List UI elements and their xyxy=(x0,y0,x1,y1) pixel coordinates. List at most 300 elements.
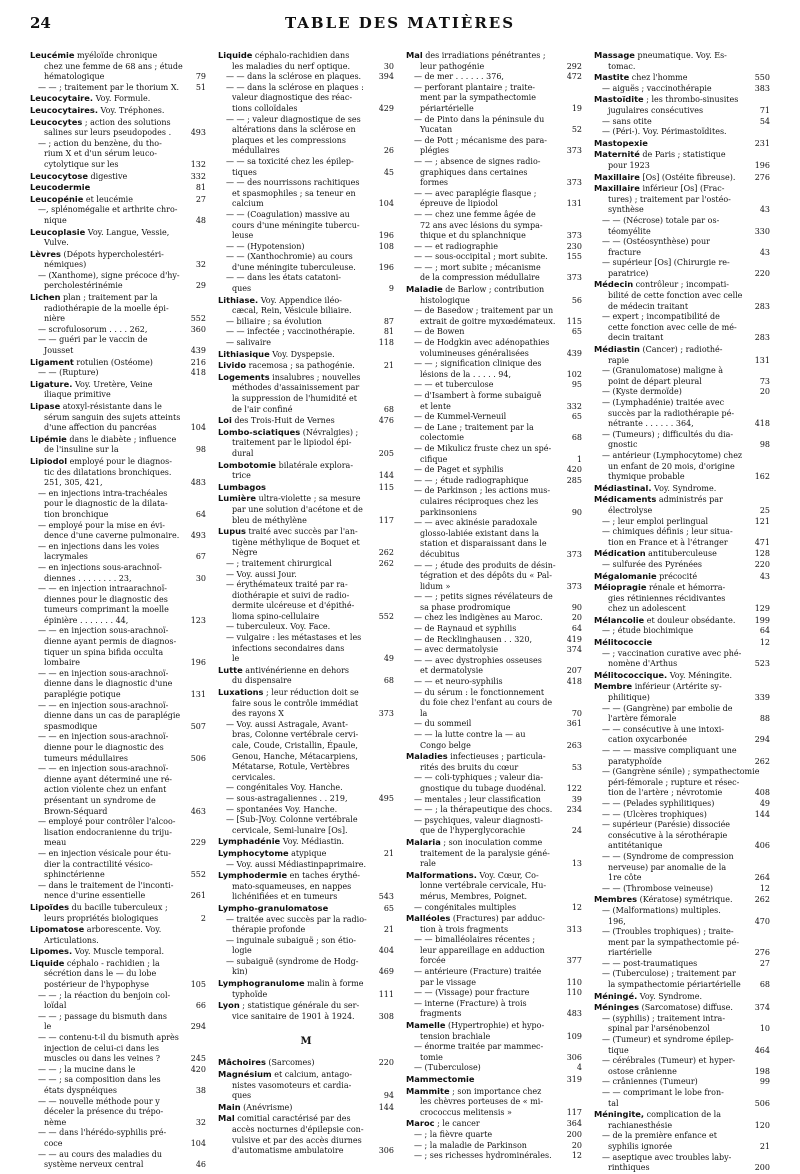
index-entry xyxy=(594,615,770,627)
index-entry xyxy=(594,938,770,949)
entry-text xyxy=(30,335,204,346)
entry-text xyxy=(594,419,753,430)
entry-page-ref: 122 xyxy=(566,783,582,793)
index-entry xyxy=(218,633,394,644)
index-entry xyxy=(30,50,206,62)
index-entry xyxy=(218,1136,394,1147)
entry-headword: Maxillaire xyxy=(594,171,640,182)
index-entry xyxy=(406,508,582,519)
index-entry xyxy=(406,402,582,413)
entry-description: dienne pour le diagnostic des xyxy=(44,743,164,752)
entry-headword: Liquide xyxy=(218,50,253,60)
entry-description: — (Tuberculose) ; traitement par xyxy=(602,969,736,979)
entry-description: bras, Colonne vertébrale cervi- xyxy=(232,730,359,740)
index-entry xyxy=(406,189,582,200)
index-entry xyxy=(30,445,206,456)
entry-text xyxy=(594,279,768,291)
index-entry xyxy=(30,423,206,434)
index-entry xyxy=(30,1086,206,1097)
entry-description: — — infectée ; vaccinothérapie. xyxy=(226,327,355,337)
entry-description: thymique probable xyxy=(608,472,685,482)
entry-headword: Malformations. xyxy=(406,869,477,880)
index-entry xyxy=(406,666,582,677)
entry-description: — aiguës ; vaccinothérapie xyxy=(602,83,712,93)
entry-text xyxy=(406,1108,565,1119)
entry-page-ref: 394 xyxy=(378,72,394,82)
entry-text xyxy=(594,161,753,172)
entry-description: — — ; passage du bismuth dans xyxy=(38,1011,167,1021)
index-entry xyxy=(218,936,394,947)
index-entry xyxy=(218,1113,394,1125)
entry-text xyxy=(30,149,204,160)
entry-description: tures) ; traitement par l'ostéo- xyxy=(608,194,731,204)
entry-page-ref: 20 xyxy=(571,613,582,623)
index-entry xyxy=(406,83,582,94)
index-entry xyxy=(406,327,582,338)
entry-text xyxy=(406,284,580,296)
entry-description: Voy. Dyspepsie. xyxy=(269,349,335,359)
index-entry xyxy=(30,828,206,839)
index-entry xyxy=(594,582,770,594)
entry-text xyxy=(30,304,204,315)
entry-text xyxy=(218,221,392,232)
entry-description: vice sanitaire de 1901 à 1924. xyxy=(232,1011,355,1021)
index-entry xyxy=(406,444,582,455)
entry-text xyxy=(406,582,565,593)
entry-text xyxy=(218,317,382,328)
entry-description: racemosa ; sa pathogénie. xyxy=(246,361,355,371)
entry-description: — — ; petits signes révélateurs de xyxy=(414,592,553,602)
entry-description: salines sur leurs pseudopodes . xyxy=(44,128,172,138)
entry-description: — traitée avec succès par la radio- xyxy=(226,914,367,924)
entry-page-ref: 110 xyxy=(566,977,582,987)
entry-page-ref: 439 xyxy=(190,346,206,356)
entry-page-ref: 29 xyxy=(195,281,206,291)
index-entry xyxy=(218,570,394,581)
entry-headword: Mal xyxy=(406,50,423,60)
entry-description: — d'Isambert à forme subaiguë xyxy=(414,391,542,400)
entry-description: — en injections sous-arachnoï- xyxy=(38,562,162,572)
entry-text xyxy=(406,870,580,882)
entry-description: Jousset xyxy=(44,346,74,356)
index-entry xyxy=(218,136,394,147)
entry-text xyxy=(30,1150,204,1161)
entry-text xyxy=(406,221,580,232)
index-entry xyxy=(30,870,206,881)
entry-page-ref: 10 xyxy=(759,1024,770,1034)
entry-text xyxy=(218,83,392,94)
entry-headword: Logements xyxy=(218,371,270,382)
entry-headword: Mamelle xyxy=(406,1020,446,1031)
entry-page-ref: 261 xyxy=(190,891,206,901)
entry-page-ref: 90 xyxy=(571,602,582,612)
entry-headword: Méninges xyxy=(594,1002,640,1013)
page-header xyxy=(30,14,770,38)
entry-description: — scrofulosorum . . . . 262, xyxy=(38,324,148,334)
entry-description: — salivaire xyxy=(226,338,271,348)
index-entry xyxy=(406,296,582,307)
index-entry xyxy=(406,656,582,667)
index-entry xyxy=(218,471,394,482)
entry-page-ref: 27 xyxy=(759,958,770,968)
entry-page-ref: 45 xyxy=(383,167,394,177)
entry-page-ref: 196 xyxy=(378,231,394,241)
index-entry xyxy=(30,304,206,315)
index-entry xyxy=(30,1065,206,1076)
index-entry xyxy=(594,205,770,216)
entry-page-ref: 13 xyxy=(571,859,582,869)
index-entry xyxy=(594,356,770,367)
index-entry xyxy=(30,891,206,902)
entry-description: — — ; la thérapeutique des chocs. xyxy=(414,805,553,815)
entry-text xyxy=(30,390,204,401)
entry-description: — — ; étude radiographique xyxy=(414,475,529,485)
entry-page-ref: 105 xyxy=(190,980,206,990)
entry-text xyxy=(406,1074,565,1086)
index-entry xyxy=(218,783,394,794)
entry-text xyxy=(406,988,565,999)
entry-text xyxy=(594,183,768,195)
entry-description: Brown-Séquard xyxy=(44,806,108,816)
entry-description: — ; action du benzène, du tho- xyxy=(38,138,162,148)
entry-text xyxy=(594,1131,768,1142)
entry-text xyxy=(30,542,204,553)
entry-description: chez une femme de 68 ans ; étude xyxy=(44,61,183,71)
entry-page-ref: 43 xyxy=(759,571,770,581)
entry-headword: Lymphadénie xyxy=(218,836,281,847)
entry-description: — du sérum : le fonctionnement xyxy=(414,687,545,697)
entry-text xyxy=(218,676,382,687)
index-entry xyxy=(406,476,582,487)
entry-description: Congo belge xyxy=(420,740,471,750)
entry-description: contrôleur ; incompati- xyxy=(633,280,729,290)
entry-description: — antérieure (Fracture) traitée xyxy=(414,967,542,977)
entry-text xyxy=(406,859,570,870)
index-entry xyxy=(594,409,770,420)
index-entry xyxy=(218,752,394,763)
entry-page-ref: 111 xyxy=(378,989,394,999)
entry-text xyxy=(30,1075,204,1086)
entry-headword: Lymphogranulome xyxy=(218,978,305,989)
index-entry xyxy=(218,526,394,538)
entry-description: — — ; la mucine dans le xyxy=(38,1064,136,1074)
entry-text xyxy=(30,346,189,357)
index-entry xyxy=(594,377,770,388)
entry-page-ref: 420 xyxy=(190,1064,206,1074)
entry-headword: Médecin xyxy=(594,279,634,290)
index-entry xyxy=(218,967,394,978)
entry-text xyxy=(30,1054,189,1065)
entry-text xyxy=(594,670,768,682)
entry-description: — (Lymphadénie) traitée avec xyxy=(602,398,725,407)
entry-description: d'automatisme ambulatoire xyxy=(232,1146,344,1156)
entry-page-ref: 123 xyxy=(190,615,206,625)
entry-text xyxy=(30,456,204,468)
entry-text xyxy=(406,826,570,837)
entry-description: péri-fémorale ; rupture et résec- xyxy=(608,777,740,787)
entry-description: leurs propriétés biologiques xyxy=(44,913,159,923)
entry-description: colectomie xyxy=(420,433,464,443)
entry-description: postérieur de l'hypophyse xyxy=(44,980,150,990)
entry-text xyxy=(594,1046,753,1057)
entry-page-ref: 121 xyxy=(754,516,770,526)
entry-description: loïdal xyxy=(44,1001,67,1011)
entry-description: du foie chez l'enfant au cours de xyxy=(420,698,553,708)
entry-description: — vulgaire : les métastases et les xyxy=(226,633,362,643)
entry-description: extrait de goitre myxœdémateux. xyxy=(420,316,556,326)
entry-text xyxy=(218,978,392,990)
entry-page-ref: 79 xyxy=(195,72,206,82)
entry-description: logie xyxy=(232,946,252,956)
entry-page-ref: 306 xyxy=(566,1052,582,1062)
entry-text xyxy=(406,327,570,338)
index-entry xyxy=(218,882,394,893)
entry-description: succès par la radiothérapie pé- xyxy=(608,408,735,418)
entry-text xyxy=(594,377,758,388)
index-entry xyxy=(30,139,206,150)
entry-description: dermite ulcéreuse et d'épithé- xyxy=(232,601,355,611)
entry-page-ref: 49 xyxy=(759,798,770,808)
index-entry xyxy=(30,1012,206,1023)
entry-headword: Lipomatose xyxy=(30,924,85,935)
entry-description: — — en injection sous-arachnoï- xyxy=(38,732,169,742)
entry-description: Nègre xyxy=(232,548,258,558)
entry-page-ref: 128 xyxy=(754,549,770,559)
entry-description: — ; leur emploi perlingual xyxy=(602,516,709,526)
index-entry xyxy=(594,183,770,195)
index-entry xyxy=(594,670,770,682)
index-entry xyxy=(594,757,770,768)
entry-description: atoxyl-résistante dans le xyxy=(60,402,162,411)
index-entry xyxy=(30,542,206,553)
index-entry xyxy=(30,468,206,479)
entry-page-ref: 118 xyxy=(378,338,394,348)
index-column-2 xyxy=(218,50,394,1156)
entry-description: céphalo - rachidien ; la xyxy=(64,958,160,968)
entry-text xyxy=(218,805,392,816)
entry-description: — — chez une femme âgée de xyxy=(414,209,536,219)
entry-text xyxy=(30,775,204,786)
index-entry xyxy=(406,635,582,646)
index-entry xyxy=(594,831,770,842)
entry-headword: Livido xyxy=(218,360,247,371)
entry-page-ref: 12 xyxy=(759,638,770,648)
entry-text xyxy=(218,773,392,784)
entry-description: cation oxycarbonée xyxy=(608,735,688,745)
entry-text xyxy=(594,195,768,206)
entry-text xyxy=(594,948,753,959)
entry-description: 251, 305, 421, xyxy=(44,478,103,488)
index-entry xyxy=(594,216,770,227)
entry-headword: Leucocytes xyxy=(30,116,83,127)
entry-page-ref: 374 xyxy=(754,1003,770,1013)
entry-description: — — en injection sous-arachnoï- xyxy=(38,668,169,678)
index-entry xyxy=(218,1146,394,1157)
entry-headword: Mégalomanie xyxy=(594,570,657,581)
index-entry xyxy=(218,295,394,307)
entry-text xyxy=(30,445,194,456)
entry-page-ref: 21 xyxy=(759,1141,770,1151)
entry-description: diennes pour le diagnostic des xyxy=(44,594,168,604)
index-entry xyxy=(218,157,394,168)
index-entry xyxy=(594,767,770,778)
entry-description: traitement de la paralysie géné- xyxy=(420,848,550,858)
entry-text xyxy=(406,296,570,307)
entry-text xyxy=(30,1097,204,1108)
entry-text xyxy=(218,559,377,570)
entry-description: malin à forme xyxy=(304,979,364,989)
entry-description: un enfant de 20 mois, d'origine xyxy=(608,461,735,471)
entry-page-ref: 373 xyxy=(566,273,582,283)
index-entry xyxy=(594,873,770,884)
entry-headword: Maxillaire xyxy=(594,183,640,194)
index-entry xyxy=(406,1032,582,1043)
entry-description: spasmodique xyxy=(44,721,98,731)
index-entry xyxy=(594,725,770,736)
entry-text xyxy=(406,956,565,967)
index-entry xyxy=(218,860,394,871)
entry-text xyxy=(30,946,204,958)
entry-description: coce xyxy=(44,1138,63,1148)
entry-description: Voy. Appendice iléo- xyxy=(258,295,342,305)
index-entry xyxy=(594,50,770,62)
entry-page-ref: 98 xyxy=(759,440,770,450)
entry-text xyxy=(30,958,204,970)
entry-description: 72 ans avec lésions du sympa- xyxy=(420,220,543,230)
entry-description: (Névralgies) ; xyxy=(300,427,359,437)
entry-description: — en injections intra-trachéales xyxy=(38,488,168,498)
entry-text xyxy=(30,796,204,807)
entry-description: ; statistique générale du ser- xyxy=(239,1001,360,1011)
entry-description: Vulve. xyxy=(44,238,69,248)
entry-text xyxy=(30,105,204,117)
index-entry xyxy=(594,863,770,874)
entry-description: déceler la présence du trépo- xyxy=(44,1107,164,1117)
entry-description: — (Tumeurs) ; difficultés du dia- xyxy=(602,429,734,439)
entry-description: radiothérapie de la moelle épi- xyxy=(44,303,169,313)
entry-text xyxy=(594,571,758,583)
index-entry xyxy=(406,380,582,391)
entry-description: glosso-labiée existant dans la xyxy=(420,528,540,538)
entry-text xyxy=(30,238,204,249)
entry-text xyxy=(594,1109,768,1121)
entry-text xyxy=(406,518,580,529)
entry-text xyxy=(30,991,204,1002)
entry-description: — — — massive compliquant une xyxy=(602,746,737,755)
index-entry xyxy=(594,969,770,980)
index-entry xyxy=(218,720,394,731)
entry-text xyxy=(594,538,753,549)
index-entry xyxy=(30,510,206,521)
entry-description: et dermatolysie xyxy=(420,666,484,676)
entry-description: plan ; traitement par la xyxy=(60,293,158,303)
entry-headword: Massage xyxy=(594,50,635,60)
index-entry xyxy=(594,1163,770,1174)
index-entry xyxy=(406,486,582,497)
entry-text xyxy=(406,719,565,730)
entry-page-ref: 231 xyxy=(754,138,770,148)
entry-page-ref: 313 xyxy=(566,924,582,934)
entry-page-ref: 464 xyxy=(754,1045,770,1055)
index-entry xyxy=(218,349,394,361)
entry-description: — — guéri par le vaccin de xyxy=(38,335,148,345)
entry-headword: Maroc xyxy=(406,1118,435,1129)
index-entry xyxy=(594,366,770,377)
index-entry xyxy=(30,574,206,585)
entry-description: — — (Ostéosynthèse) pour xyxy=(602,237,710,247)
entry-text xyxy=(218,860,392,871)
index-entry xyxy=(30,292,206,304)
entry-description: — perforant plantaire ; traite- xyxy=(414,82,536,92)
entry-page-ref: 43 xyxy=(759,205,770,215)
entry-description: de l'air confiné xyxy=(232,404,293,414)
entry-text xyxy=(218,178,392,189)
entry-text xyxy=(218,349,392,361)
index-entry xyxy=(218,125,394,136)
entry-description: — (Tuberculose) xyxy=(414,1063,481,1073)
entry-text xyxy=(594,440,758,451)
entry-text xyxy=(406,72,565,83)
entry-text xyxy=(406,881,580,892)
entry-description: — ; vaccination curative avec phé- xyxy=(602,648,742,658)
entry-page-ref: 234 xyxy=(566,805,582,815)
index-entry xyxy=(218,394,394,405)
entry-text xyxy=(30,292,204,304)
index-entry xyxy=(406,104,582,115)
entry-description: d'une méningite tuberculeuse. xyxy=(232,262,356,272)
entry-text xyxy=(594,312,768,323)
index-entry xyxy=(30,227,206,239)
entry-text xyxy=(594,863,768,874)
index-entry xyxy=(594,560,770,571)
entry-description: — érythémateux traité par ra- xyxy=(226,580,348,590)
entry-page-ref: 71 xyxy=(759,105,770,115)
entry-text xyxy=(406,1118,565,1130)
entry-text xyxy=(218,925,382,936)
entry-description: ; son importance chez xyxy=(449,1086,542,1096)
entry-page-ref: 27 xyxy=(195,194,206,204)
entry-description: de Paris ; statistique xyxy=(639,150,726,160)
entry-text xyxy=(594,1014,768,1025)
entry-description: — [Sub-]Voy. Colonne vertébrale xyxy=(226,815,358,825)
entry-description: Genou, Hanche, Métacarpiens, xyxy=(232,751,358,761)
index-entry xyxy=(594,788,770,799)
entry-text xyxy=(218,136,392,147)
entry-description: (Sarcomatose) diffuse. xyxy=(639,1003,733,1013)
index-entry xyxy=(30,1044,206,1055)
entry-description: faire sous le contrôle immédiat xyxy=(232,698,359,708)
index-entry xyxy=(218,1081,394,1092)
index-entry xyxy=(218,115,394,126)
entry-description: les maladies du nerf optique. xyxy=(232,61,350,71)
entry-description: — — (Pelades syphilitiques) xyxy=(602,798,715,808)
entry-description: tion à trois fragments xyxy=(420,924,509,934)
index-entry xyxy=(406,709,582,720)
entry-page-ref: 263 xyxy=(566,740,582,750)
entry-description: tion bronchique xyxy=(44,509,109,519)
entry-headword: Mammectomie xyxy=(406,1074,475,1084)
entry-text xyxy=(30,423,189,434)
entry-text xyxy=(30,62,204,73)
entry-page-ref: 200 xyxy=(754,1163,770,1173)
entry-text xyxy=(30,171,189,183)
index-entry xyxy=(30,669,206,680)
entry-text xyxy=(30,980,189,991)
entry-text xyxy=(30,413,204,424)
entry-description: dence d'une caverne pulmonaire. xyxy=(44,531,180,541)
entry-description: — sans otite xyxy=(602,116,652,126)
entry-page-ref: 12 xyxy=(571,902,582,912)
